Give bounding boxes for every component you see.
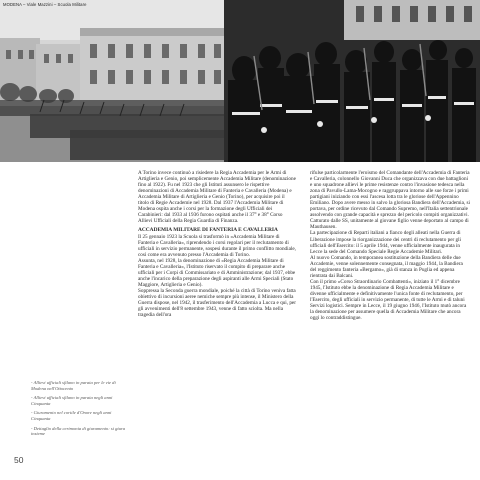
photo-captions xyxy=(31,380,126,441)
photo-cadets-marching xyxy=(224,0,480,162)
paragraph: rifulse particolarmente l'eroismo del Comandante dell'Accademia di Fanteria e Cavalleria, colonnello Giovanni Duca che organizzava con due battaglioni e uno squadrone allievi le prime resistenze contro l'invasione tedesca nella zona di Pavullo-Lama-Mocogno e raggruppava intorno alle sue forze i primi partigiani iniziando con essi l'ascesa lotta tra le gloriose dell'Appennino Emiliano. Dopo avere messo in salvo la gloriosa Bandiera dell'Accademia, si portava, per ordine ricevuto dal Comando Supremo, nell'Italia settentrionale assolvendo con grande capacità e sprezzo del pericolo compiti organizzativi. Catturato dalle SS, unitamente al giovane figlio venne deportato al campo di Mauthausen. xyxy=(310,170,470,231)
paragraph: Assunta, nel 1928, la denominazione di «Regia Accademia Militare di Fanteria e Cavalleria», l'Istituto riservato il compito di preparare anche ufficiali per i Corpi di Commissariato e di Amministrazione; dal 1937, ebbe anche l'incarico della preparazione degli aspiranti alle Armi Speciali (Stato Maggiore, Artiglieria e Genio). xyxy=(138,257,296,288)
cadets-illustration xyxy=(224,0,480,162)
photo-parade-street xyxy=(0,0,224,162)
caption-4: - Dettaglio della cerimonia di giuramento: si giura insieme xyxy=(31,425,126,437)
caption-3: - Giuramento nel cortile d'Onore negli anni Cinquanta xyxy=(31,410,112,421)
caption-2: - Allievi ufficiali sfilano in parata negli anni Cinquanta xyxy=(31,395,113,406)
section-heading: ACCADEMIA MILITARE DI FANTERIA E CAVALLERIA xyxy=(138,227,278,234)
paragraph: Al nuovo Comando, in temporanea sostituzione della Bandiera delle due Accademie, venne solennemente consegnata, il maggio 1944, la Bandiera del reggimento fanteria «Bergamo», già di stanza in Puglia ed appena rientrata dai Balcani. xyxy=(310,254,463,279)
text-column-1 xyxy=(138,170,296,318)
text-column-2 xyxy=(310,170,470,321)
paragraph: Soppressa la Seconda guerra mondiale, poiché la città di Torino veniva fatta obiettivo di incursioni aeree nemiche sempre più intense, il Ministero della Guerra dispose, nel 1942, il trasferimento dell'Accademia a Lucca e qui, per gli avvenimenti dell'8 settembre 1943, venne di fatto sciolta. Ma nella tragedia dell'ora xyxy=(138,288,296,319)
photo-caption: MODENA – Viale Mazzini – Scuola Militare xyxy=(3,2,87,7)
paragraph: La partecipazione di Reparti italiani a fianco degli alleati nella Guerra di Liberazione impose la riorganizzazione dei centri di reclutamento per gli ufficiali dell'Esercito: il 5 aprile 1944, venne ufficialmente inaugurata in Lecce la sede del Comando Speciale Regie Accademie Militari. xyxy=(310,230,461,255)
paragraph: Con il primo «Corso Straordinario Combattenti», iniziato il 1° dicembre 1945, l'Istituto ebbe la denominazione di Regia Accademia Militare e divenne ufficialmente e definitivamente l'unica fonte di reclutamento, per l'Esercito, degli ufficiali in servizio permanente, di tutte le Armi e di taluni Servizi logistici. Sempre in Lecce, il 19 giugno 1946, l'Istituto mutò ancora la denominazione per assumere quella di Accademia Militare che ancora oggi lo contraddistingue. xyxy=(310,278,467,322)
parade-street-illustration xyxy=(0,0,224,162)
caption-1: - Allievi ufficiali sfilano in parata per le vie di Modena nell'Ottocento xyxy=(31,380,116,391)
page-number: 50 xyxy=(14,455,24,465)
paragraph: Il 25 gennaio 1923 la Scuola si trasformò in «Accademia Militare di Fanteria e Cavalleria», riprendendo i corsi regolari per il reclutamento di ufficiali in servizio permanente, sospesi durante il primo conflitto mondiale, così come era avvenuto presso l'Accademia di Torino. xyxy=(138,233,296,258)
paragraph: A Torino invece continuò a risiedere la Regia Accademia per le Armi di Artiglieria e Genio, poi semplicemente Accademia Militare (denominazione fino al 1922). Fu nel 1923 che gli Istituti assunsero le rispettive denominazioni di Accademia Militare di Fanteria e Cavalleria (Modena) e Accademia Militare di Artiglieria e Genio (Torino), per acquisire poi il titolo di Regie Accademie nel 1928. Dal 1937 l'Accademia Militare di Modena ospita anche i corsi per la formazione degli Ufficiali dei Carabinieri: dal 1933 al 1936 furono ospitati anche il 37° e 38° Corso Allievi Ufficiali della Regia Guardia di Finanza. xyxy=(138,170,296,225)
